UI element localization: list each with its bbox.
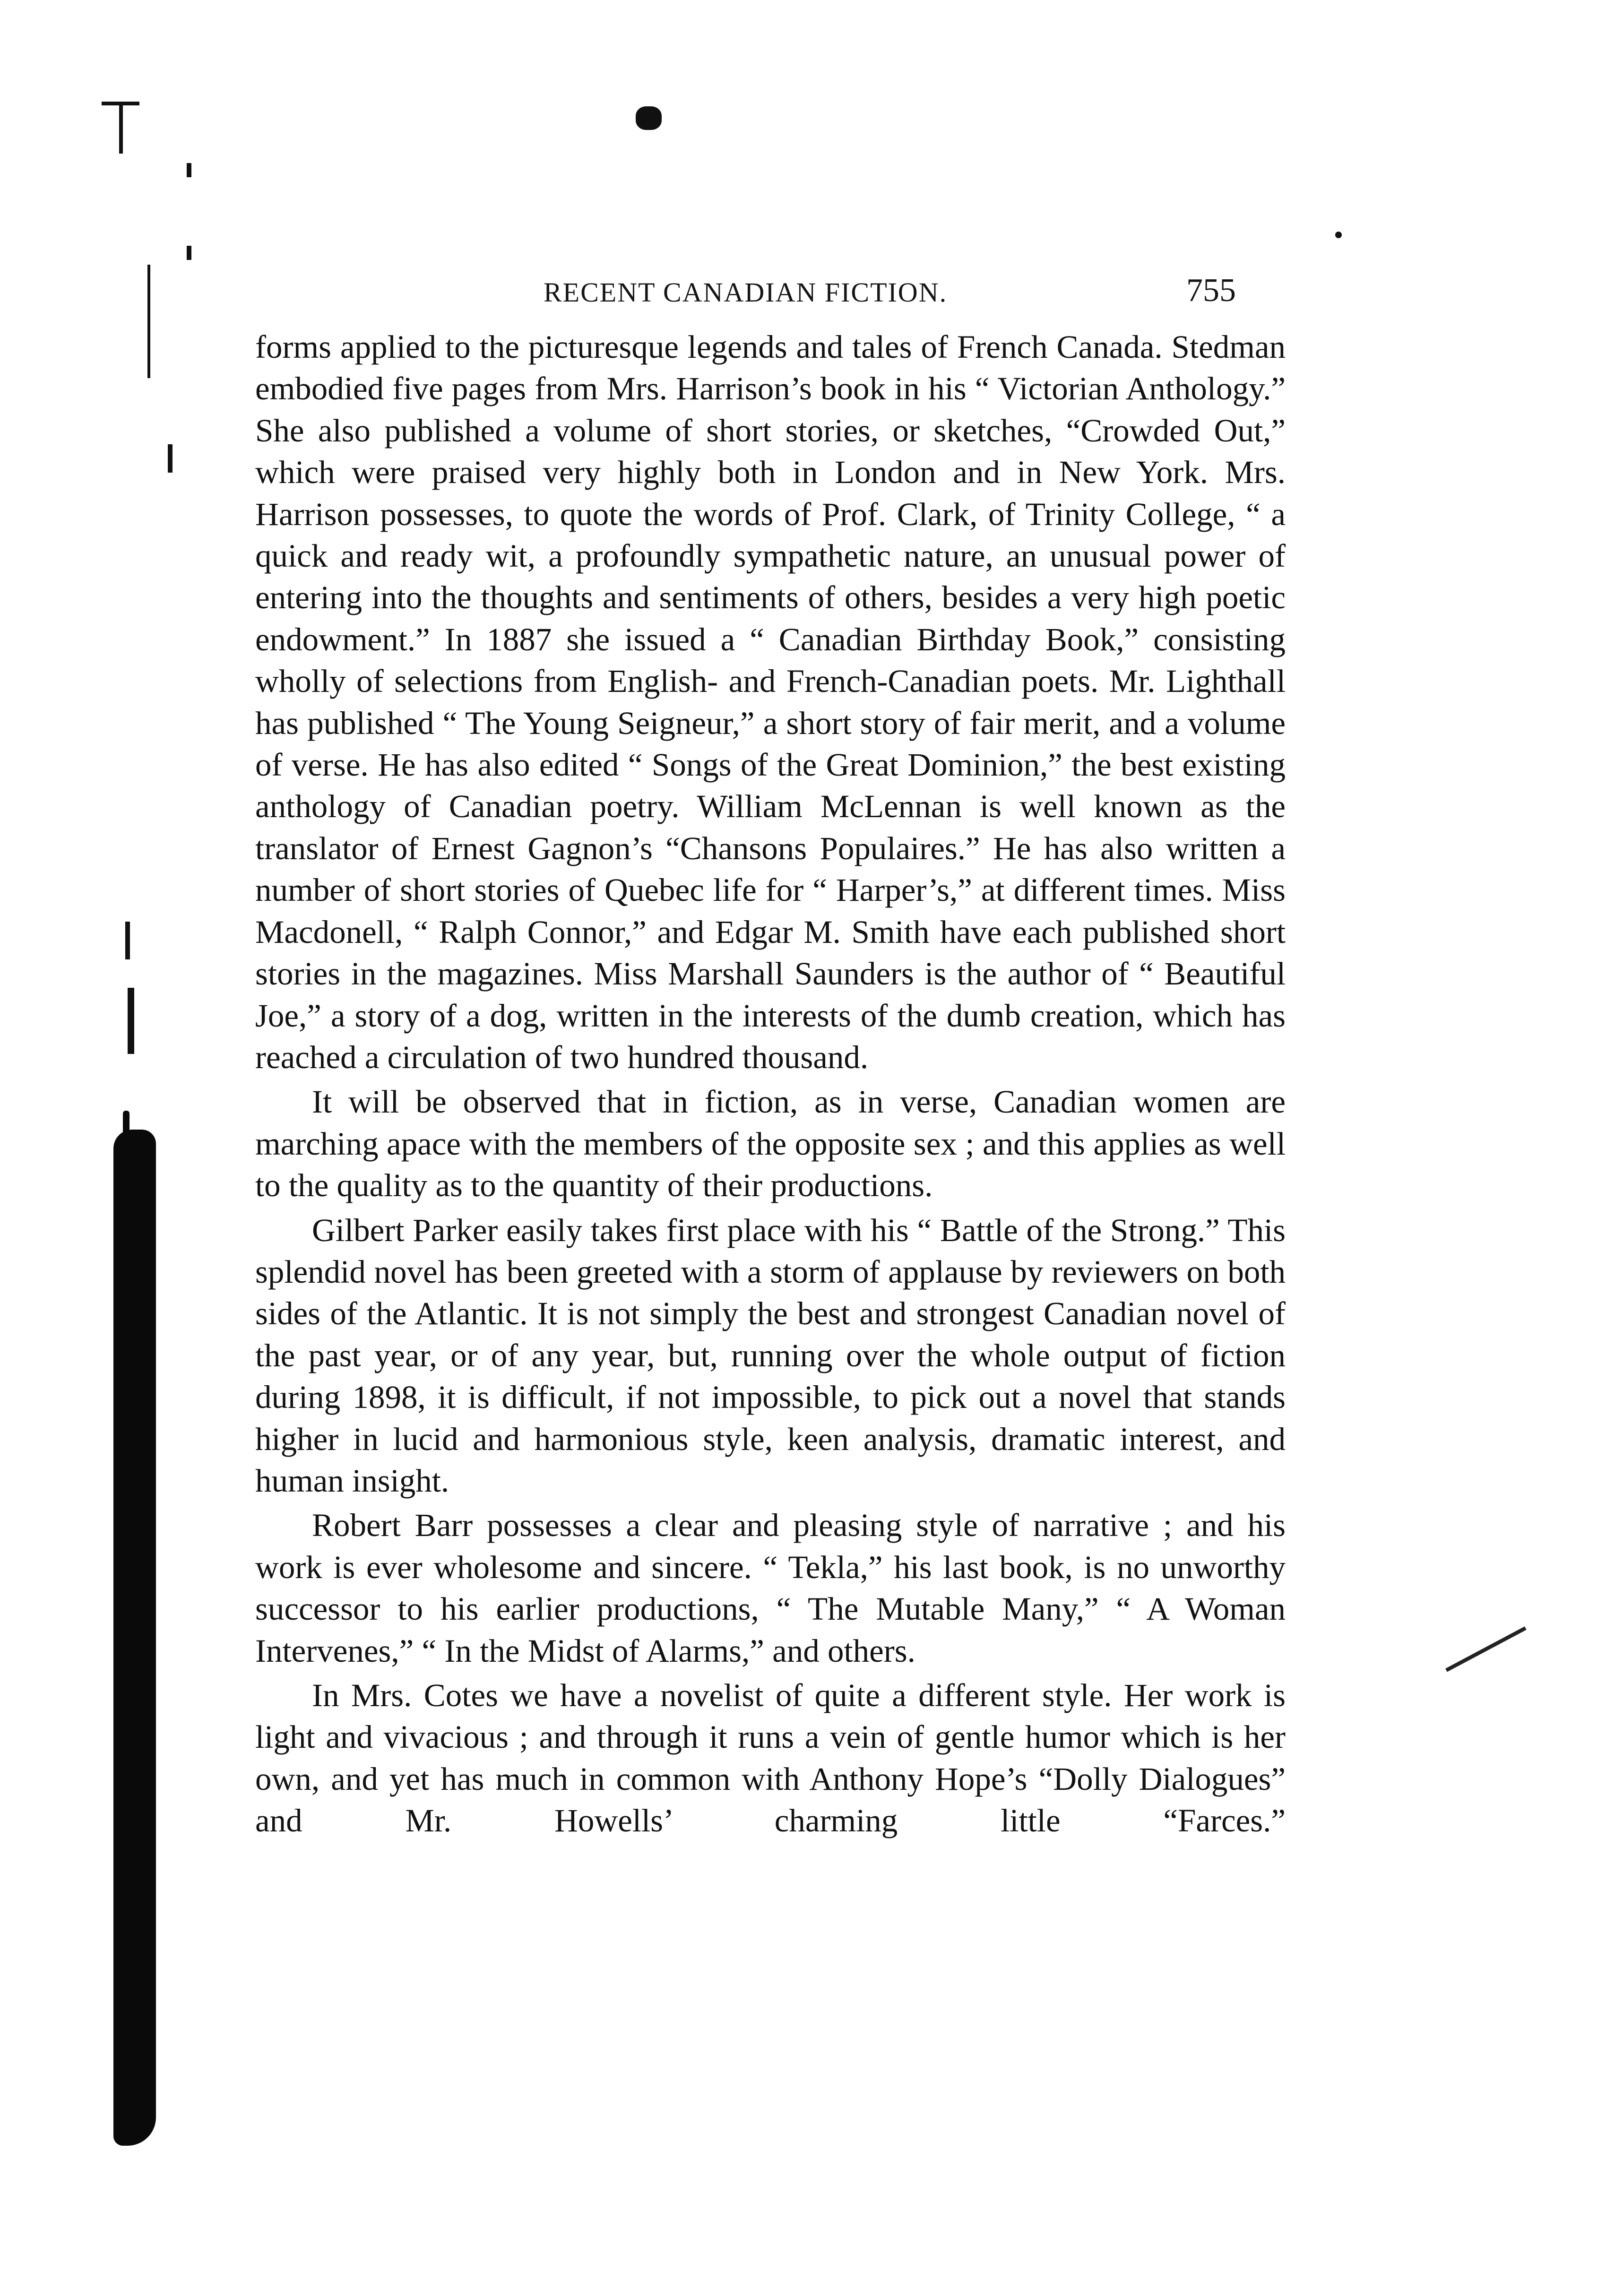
paragraph: forms applied to the picturesque legends and tales of French Canada. Stedman embodied five pages from Mrs. Harrison’s book in his “ Victorian Anthology.” She also published a volume of short stories, or sketches, “Crowded Out,” which were praised very highly both in London and in New York. Mrs. Harrison possesses, to quote the words of Prof. Clark, of Trinity College, “ a quick and ready wit, a profoundly sympathetic nature, an unusual power of entering into the thoughts and sentiments of others, besides a very high poetic endowment.” In 1887 she issued a “ Canadian Birthday Book,” consisting wholly of selections from English- and French-Canadian poets. Mr. Lighthall has published “ The Young Seigneur,” a short story of fair merit, and a volume of verse. He has also edited “ Songs of the Great Dominion,” the best existing anthology of Canadian poetry. William McLennan is well known as the translator of Ernest Gagnon’s “Chansons Populaires.” He has also written a number of short stories of Quebec life for “ Harper’s,” at different times. Miss Macdonell, “ Ralph Connor,” and Edgar M. Smith have each published short stories in the magazines. Miss Marshall Saunders is the author of “ Beautiful Joe,” a story of a dog, written in the interests of the dumb creation, which has reached a circulation of two hundred thousand. xyxy=(255,329,1286,1075)
binding-shadow-edge xyxy=(123,1111,130,1177)
body-text xyxy=(255,326,1286,1845)
pencil-mark xyxy=(1445,1626,1527,1672)
binding-shadow xyxy=(113,1130,156,2146)
page-number: 755 xyxy=(1186,272,1236,309)
scan-speck xyxy=(636,106,662,130)
scan-speck xyxy=(1335,232,1342,238)
scan-speck xyxy=(119,102,123,154)
scan-speck xyxy=(128,988,134,1054)
scan-speck xyxy=(147,265,150,378)
paragraph: It will be observed that in fiction, as in verse, Canadian women are marching apace with the members of the opposite sex ; and this applies as well to the quality as to the quantity of their productions. xyxy=(255,1084,1286,1204)
scan-speck xyxy=(187,163,191,177)
scan-speck xyxy=(187,246,191,260)
scan-speck xyxy=(125,922,130,959)
paragraph: In Mrs. Cotes we have a novelist of quite a different style. Her work is light and vivacious ; and through it runs a vein of gentle humor which is her own, and yet has much in common with Anthony Hope’s “Dolly Dialogues” and Mr. Howells’ charming little “Farces.” xyxy=(255,1677,1286,1839)
scan-speck xyxy=(168,444,173,473)
running-title: RECENT CANADIAN FICTION. xyxy=(544,277,948,308)
paragraph: Gilbert Parker easily takes first place with his “ Battle of the Strong.” This splendid novel has been greeted with a storm of applause by reviewers on both sides of the Atlantic. It is not simply the best and strongest Canadian novel of the past year, or of any year, but, running over the whole output of fiction during 1898, it is difficult, if not impossible, to pick out a novel that stands higher in lucid and harmonious style, keen analysis, dramatic interest, and human insight. xyxy=(255,1212,1286,1499)
paragraph: Robert Barr possesses a clear and pleasing style of narrative ; and his work is ever wholesome and sincere. “ Tekla,” his last book, is no unworthy successor to his earlier productions, “ The Mutable Many,” “ A Woman Intervenes,” “ In the Midst of Alarms,” and others. xyxy=(255,1507,1286,1669)
